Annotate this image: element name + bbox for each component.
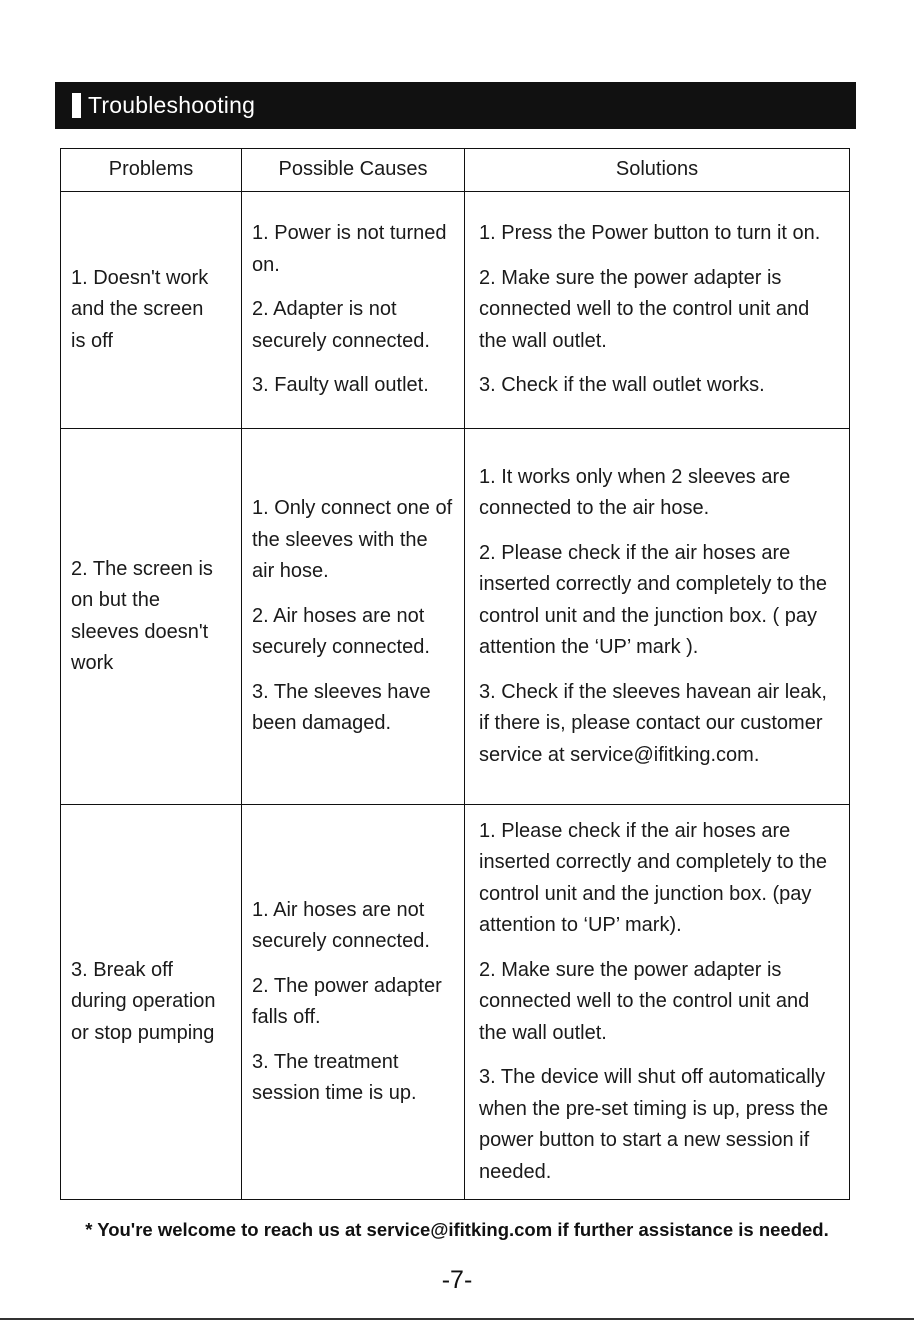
page-title: Troubleshooting: [88, 92, 256, 118]
solutions-cell: [465, 429, 850, 805]
problem-line: or stop pumping: [71, 1021, 215, 1044]
cause-item: 2. Adapter is not securely connected.: [252, 298, 430, 352]
cause-item: 3. The sleeves have been damaged.: [252, 680, 431, 735]
solution-item: 3. Check if the sleeves havean air leak, if there is, please contact our customer service at service@ifitking.com.: [479, 680, 827, 766]
header-possible-causes: Possible Causes: [242, 149, 465, 192]
header-problems: Problems: [61, 149, 242, 192]
table-row: [61, 429, 850, 805]
cause-item: 3. The treatment session time is up.: [252, 1050, 417, 1104]
troubleshooting-table: [60, 148, 849, 1200]
problem-cell: [61, 429, 242, 805]
cause-item: 3. Faulty wall outlet.: [252, 374, 429, 397]
solution-item: 1. It works only when 2 sleeves are connected to the air hose.: [479, 465, 791, 520]
solutions-cell: [465, 805, 850, 1200]
table-row: [61, 805, 850, 1200]
table-header-row: [61, 149, 850, 192]
problem-line: work: [71, 652, 114, 674]
problem-line: is off: [71, 329, 113, 352]
cause-item: 1. Power is not turned on.: [252, 222, 447, 276]
cause-item: 1. Air hoses are not securely connected.: [252, 898, 430, 952]
causes-cell: [242, 805, 465, 1200]
page-number: -7-: [441, 1266, 473, 1294]
section-header: [55, 82, 856, 129]
solution-item: 2. Make sure the power adapter is connected well to the control unit and the wall outlet.: [479, 958, 810, 1044]
problem-line: sleeves doesn't: [71, 620, 209, 643]
problem-line: 2. The screen is: [71, 557, 213, 580]
page-bottom-rule: [0, 1318, 914, 1320]
table-row: [61, 192, 850, 429]
problem-line: and the screen: [71, 298, 204, 321]
causes-cell: [242, 429, 465, 805]
solution-item: 1. Please check if the air hoses are inserted correctly and completely to the control unit and the junction box. (pay attention to ‘UP’ mark).: [479, 819, 827, 937]
causes-cell: [242, 192, 465, 429]
problem-cell: [61, 192, 242, 429]
header-marker: [72, 93, 81, 118]
cause-item: 2. Air hoses are not securely connected.: [252, 604, 430, 659]
problem-line: 3. Break off: [71, 958, 173, 981]
solutions-cell: [465, 192, 850, 429]
problem-cell: [61, 805, 242, 1200]
problem-line: 1. Doesn't work: [71, 266, 209, 289]
solution-item: 1. Press the Power button to turn it on.: [479, 222, 821, 245]
solution-item: 2. Please check if the air hoses are inserted correctly and completely to the control unit and the junction box. ( pay attention the ‘UP’ mark ).: [479, 541, 827, 659]
solution-item: 2. Make sure the power adapter is connected well to the control unit and the wall outlet.: [479, 266, 810, 352]
solution-item: 3. The device will shut off automatically when the pre-set timing is up, press the power button to start a new session if needed.: [479, 1066, 829, 1183]
cause-item: 1. Only connect one of the sleeves with the air hose.: [252, 497, 453, 583]
problem-line: during operation: [71, 990, 216, 1013]
header-solutions: Solutions: [465, 149, 850, 192]
problem-line: on but the: [71, 589, 160, 611]
assistance-note: * You're welcome to reach us at service@ifitking.com if further assistance is needed.: [85, 1219, 829, 1240]
cause-item: 2. The power adapter falls off.: [252, 974, 442, 1028]
solution-item: 3. Check if the wall outlet works.: [479, 374, 765, 397]
